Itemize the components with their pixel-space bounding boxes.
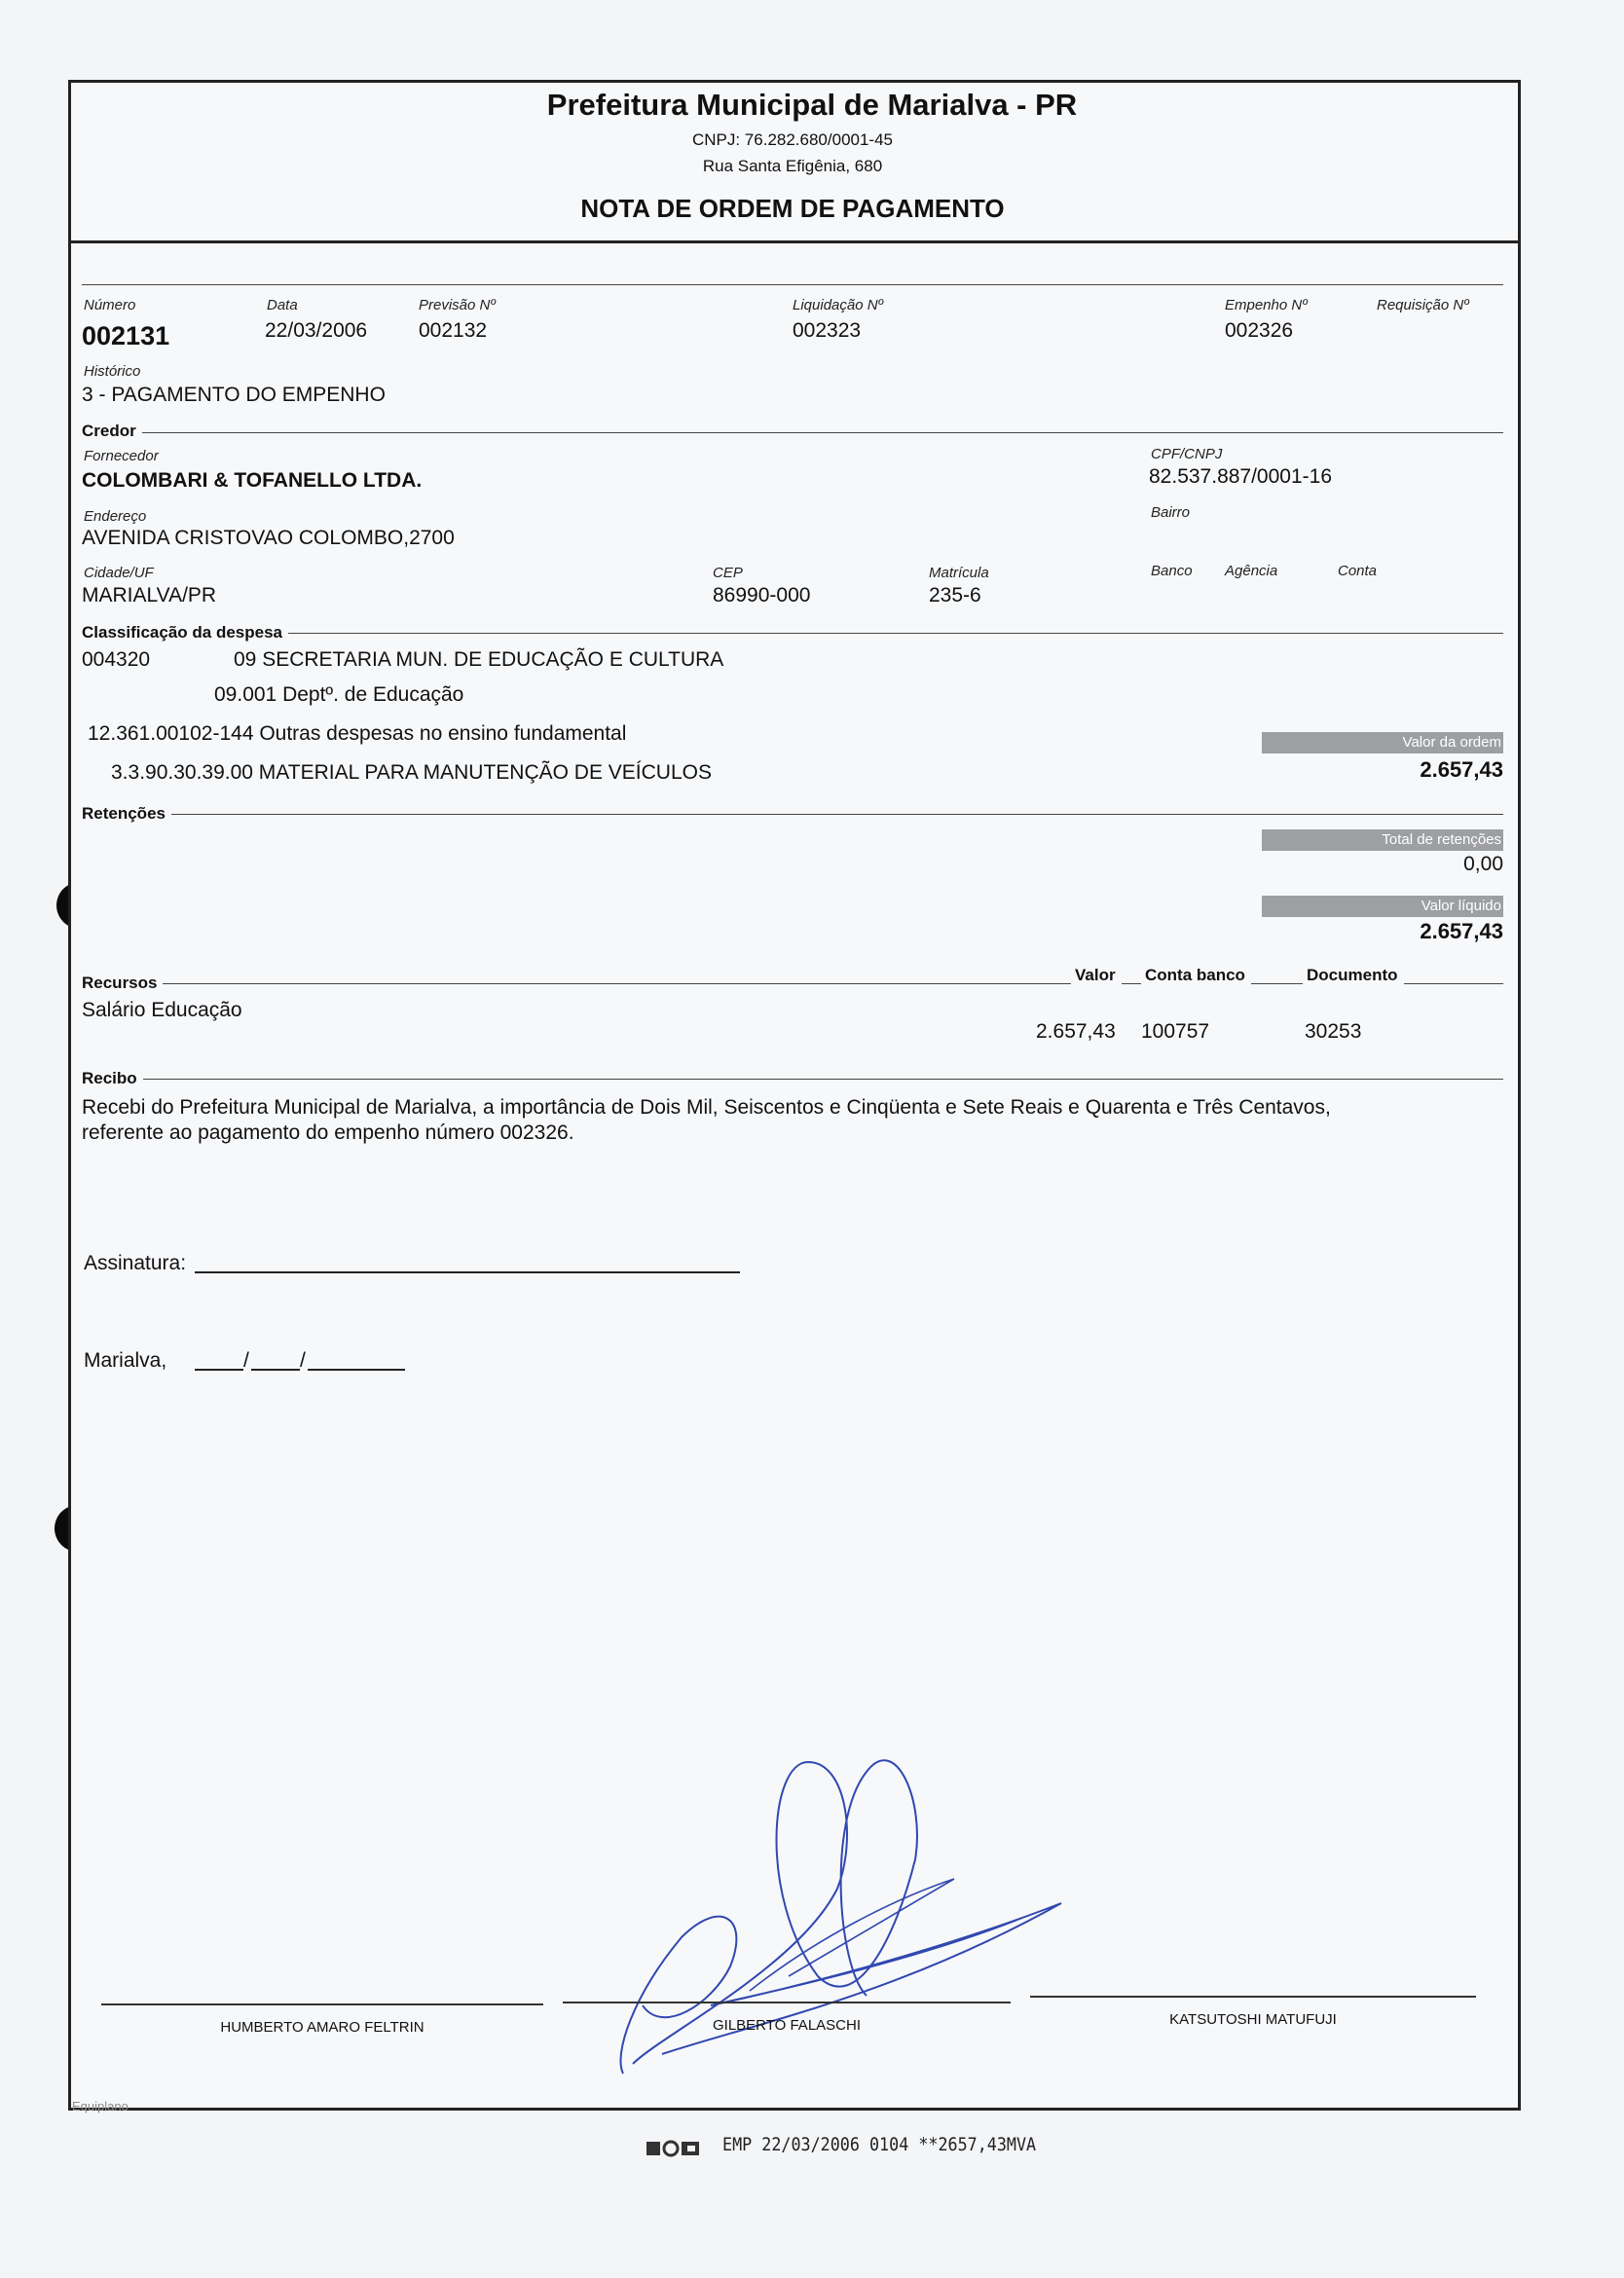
banco-label: Banco bbox=[1151, 563, 1193, 579]
handwritten-signature bbox=[604, 1743, 1090, 2093]
matricula-label: Matrícula bbox=[929, 565, 989, 581]
classificacao-code: 004320 bbox=[82, 648, 151, 671]
recibo-divider bbox=[82, 1079, 1503, 1080]
endereco-label: Endereço bbox=[84, 508, 147, 525]
classificacao-divider bbox=[82, 633, 1503, 634]
bairro-label: Bairro bbox=[1151, 504, 1191, 521]
valor-ordem-value: 2.657,43 bbox=[1420, 757, 1503, 782]
date-day-line bbox=[195, 1369, 243, 1371]
recibo-section-title: Recibo bbox=[82, 1069, 143, 1088]
date-slash-1: / bbox=[243, 1349, 249, 1372]
valor-liquido-value: 2.657,43 bbox=[1420, 919, 1503, 943]
recursos-valor: 2.657,43 bbox=[1036, 1020, 1116, 1043]
classificacao-line1: 09 SECRETARIA MUN. DE EDUCAÇÃO E CULTURA bbox=[234, 648, 724, 671]
agencia-label: Agência bbox=[1225, 563, 1278, 579]
numero-label: Número bbox=[84, 297, 136, 313]
historico-value: 3 - PAGAMENTO DO EMPENHO bbox=[82, 384, 386, 406]
date-slash-2: / bbox=[300, 1349, 306, 1372]
recibo-line1: Recebi do Prefeitura Municipal de Marialva, a importância de Dois Mil, Seiscentos e Cinqüenta e Sete Reais e Quarenta e Três Centavos, bbox=[82, 1096, 1331, 1119]
classificacao-line2: 09.001 Deptº. de Educação bbox=[214, 683, 464, 706]
cep-value: 86990-000 bbox=[713, 584, 811, 606]
bank-stamp-logo bbox=[645, 2136, 703, 2161]
endereco-value: AVENIDA CRISTOVAO COLOMBO,2700 bbox=[82, 527, 455, 549]
date-month-line bbox=[251, 1369, 300, 1371]
signature-line-2 bbox=[563, 2002, 1011, 2003]
total-retencoes-label: Total de retenções bbox=[1262, 829, 1503, 851]
recursos-documento-label: Documento bbox=[1303, 966, 1404, 985]
liquidacao-label: Liquidação Nº bbox=[793, 297, 884, 313]
recursos-item: Salário Educação bbox=[82, 999, 242, 1021]
document-title: NOTA DE ORDEM DE PAGAMENTO bbox=[580, 194, 1005, 223]
valor-ordem-label: Valor da ordem bbox=[1262, 732, 1503, 753]
retencoes-section-title: Retenções bbox=[82, 804, 171, 824]
data-value: 22/03/2006 bbox=[265, 319, 368, 342]
cep-label: CEP bbox=[713, 565, 743, 581]
previsao-label: Previsão Nº bbox=[419, 297, 496, 313]
data-label: Data bbox=[267, 297, 298, 313]
recursos-valor-label: Valor bbox=[1071, 966, 1122, 985]
bank-stamp-text: EMP 22/03/2006 0104 **2657,43MVA bbox=[722, 2134, 1037, 2155]
signature-line-1 bbox=[101, 2003, 543, 2005]
recursos-conta: 100757 bbox=[1141, 1020, 1210, 1043]
liquidacao-value: 002323 bbox=[793, 319, 862, 342]
matricula-value: 235-6 bbox=[929, 584, 981, 606]
footer-brand: Equiplano bbox=[72, 2099, 129, 2113]
signatory-3: KATSUTOSHI MATUFUJI bbox=[1169, 2011, 1337, 2028]
numero-value: 002131 bbox=[82, 321, 170, 350]
previsao-value: 002132 bbox=[419, 319, 488, 342]
cpf-value: 82.537.887/0001-16 bbox=[1149, 465, 1333, 488]
address-text: Rua Santa Efigênia, 680 bbox=[702, 157, 883, 175]
page-title: Prefeitura Municipal de Marialva - PR bbox=[546, 88, 1078, 122]
cidade-label: Cidade/UF bbox=[84, 565, 154, 581]
signatory-2: GILBERTO FALASCHI bbox=[713, 2017, 861, 2034]
assinatura-label: Assinatura: bbox=[84, 1252, 187, 1274]
signature-line-3 bbox=[1030, 1996, 1476, 1998]
classificacao-line3: 12.361.00102-144 Outras despesas no ensino fundamental bbox=[88, 722, 627, 745]
recursos-section-title: Recursos bbox=[82, 974, 163, 993]
empenho-value: 002326 bbox=[1225, 319, 1294, 342]
classificacao-section-title: Classificação da despesa bbox=[82, 623, 288, 643]
credor-section-title: Credor bbox=[82, 422, 142, 441]
signatory-1: HUMBERTO AMARO FELTRIN bbox=[220, 2019, 424, 2036]
classificacao-line4: 3.3.90.30.39.00 MATERIAL PARA MANUTENÇÃO DE VEÍCULOS bbox=[111, 761, 712, 784]
header-divider bbox=[70, 240, 1519, 243]
assinatura-line bbox=[195, 1271, 740, 1273]
local-date-label: Marialva, bbox=[84, 1349, 167, 1372]
cidade-value: MARIALVA/PR bbox=[82, 584, 217, 606]
cnpj-text: CNPJ: 76.282.680/0001-45 bbox=[691, 130, 894, 149]
empenho-label: Empenho Nº bbox=[1225, 297, 1308, 313]
date-year-line bbox=[308, 1369, 405, 1371]
conta-label: Conta bbox=[1338, 563, 1378, 579]
ids-top-divider bbox=[82, 284, 1503, 285]
valor-liquido-label: Valor líquido bbox=[1262, 896, 1503, 917]
recursos-divider bbox=[82, 983, 1503, 984]
fornecedor-label: Fornecedor bbox=[84, 448, 159, 464]
recursos-documento: 30253 bbox=[1305, 1020, 1362, 1043]
credor-divider bbox=[82, 432, 1503, 433]
historico-label: Histórico bbox=[84, 363, 141, 380]
total-retencoes-value: 0,00 bbox=[1463, 853, 1503, 875]
requisicao-label: Requisição Nº bbox=[1377, 297, 1469, 313]
recursos-conta-label: Conta banco bbox=[1141, 966, 1251, 985]
fornecedor-value: COLOMBARI & TOFANELLO LTDA. bbox=[82, 469, 423, 492]
retencoes-divider bbox=[82, 814, 1503, 815]
cpf-label: CPF/CNPJ bbox=[1151, 446, 1223, 462]
recibo-line2: referente ao pagamento do empenho número 002326. bbox=[82, 1121, 574, 1144]
